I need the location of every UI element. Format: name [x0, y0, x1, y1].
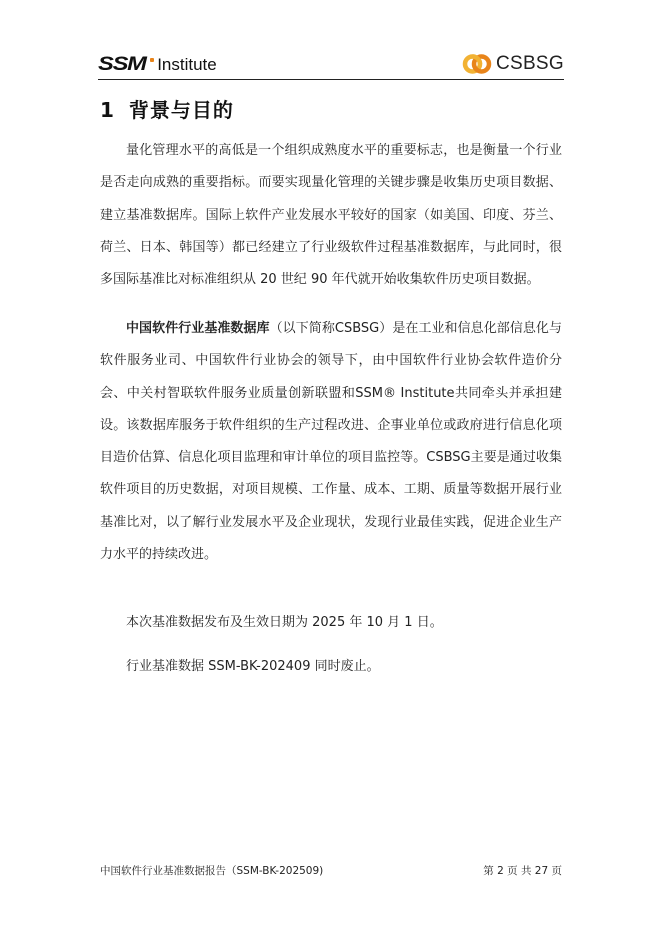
logo-accent-dot: [150, 58, 154, 62]
paragraph-abolished: 行业基准数据 SSM-BK-202409 同时废止。: [126, 659, 380, 674]
section-title: 背景与目的: [128, 98, 234, 122]
paragraph-csbsg-intro: [100, 313, 562, 571]
section-heading: [100, 94, 234, 123]
page-footer: [100, 863, 562, 878]
csbsg-rings-icon: [462, 52, 492, 76]
ssm-logo-mark: SSM: [98, 54, 146, 75]
csbsg-name-bold: 中国软件行业基准数据库: [126, 321, 270, 336]
paragraph-2: [100, 313, 562, 571]
csbsg-logo-text: CSBSG: [495, 53, 564, 74]
ssm-institute-logo: [98, 56, 217, 74]
header-divider: [98, 79, 564, 80]
ssm-logo-text: Institute: [157, 55, 217, 74]
footer-report-title: 中国软件行业基准数据报告（SSM-BK-202509): [100, 865, 324, 877]
page-header: [98, 50, 564, 80]
paragraph-background: [100, 135, 562, 296]
paragraph-1: 量化管理水平的高低是一个组织成熟度水平的重要标志，也是衡量一个行业是否走向成熟的重要指标。而要实现量化管理的关键步骤是收集历史项目数据、建立基准数据库。国际上软件产业发展水平较好的国家（如美国、印度、芬兰、荷兰、日本、韩国等）都已经建立了行业级软件过程基准数据库，与此同时，很多国际基准比对标准组织从 20 世纪 90 年代就开始收集软件历史项目数据。: [100, 143, 562, 288]
csbsg-logo: [462, 52, 564, 76]
paragraph-2-text: （以下简称CSBSG）是在工业和信息化部信息化与软件服务业司、中国软件行业协会的领导下，由中国软件行业协会软件造价分会、中关村智联软件服务业质量创新联盟和SSM® Institute共同牵头并承担建设。该数据库服务于软件组织的生产过程改进、企事业单位或政府进行信息化项目造价估算、信息化项目监理和审计单位的项目监控等。CSBSG主要是通过收集软件项目的历史数据，对项目规模、工作量、成本、工期、质量等数据开展行业基准比对，以了解行业发展水平及企业现状，发现行业最佳实践，促进企业生产力水平的持续改进。: [100, 321, 562, 563]
footer-page-number: 第 2 页 共 27 页: [483, 865, 562, 877]
paragraph-effective-date: 本次基准数据发布及生效日期为 2025 年 10 月 1 日。: [126, 615, 443, 630]
section-number: 1: [100, 98, 115, 122]
